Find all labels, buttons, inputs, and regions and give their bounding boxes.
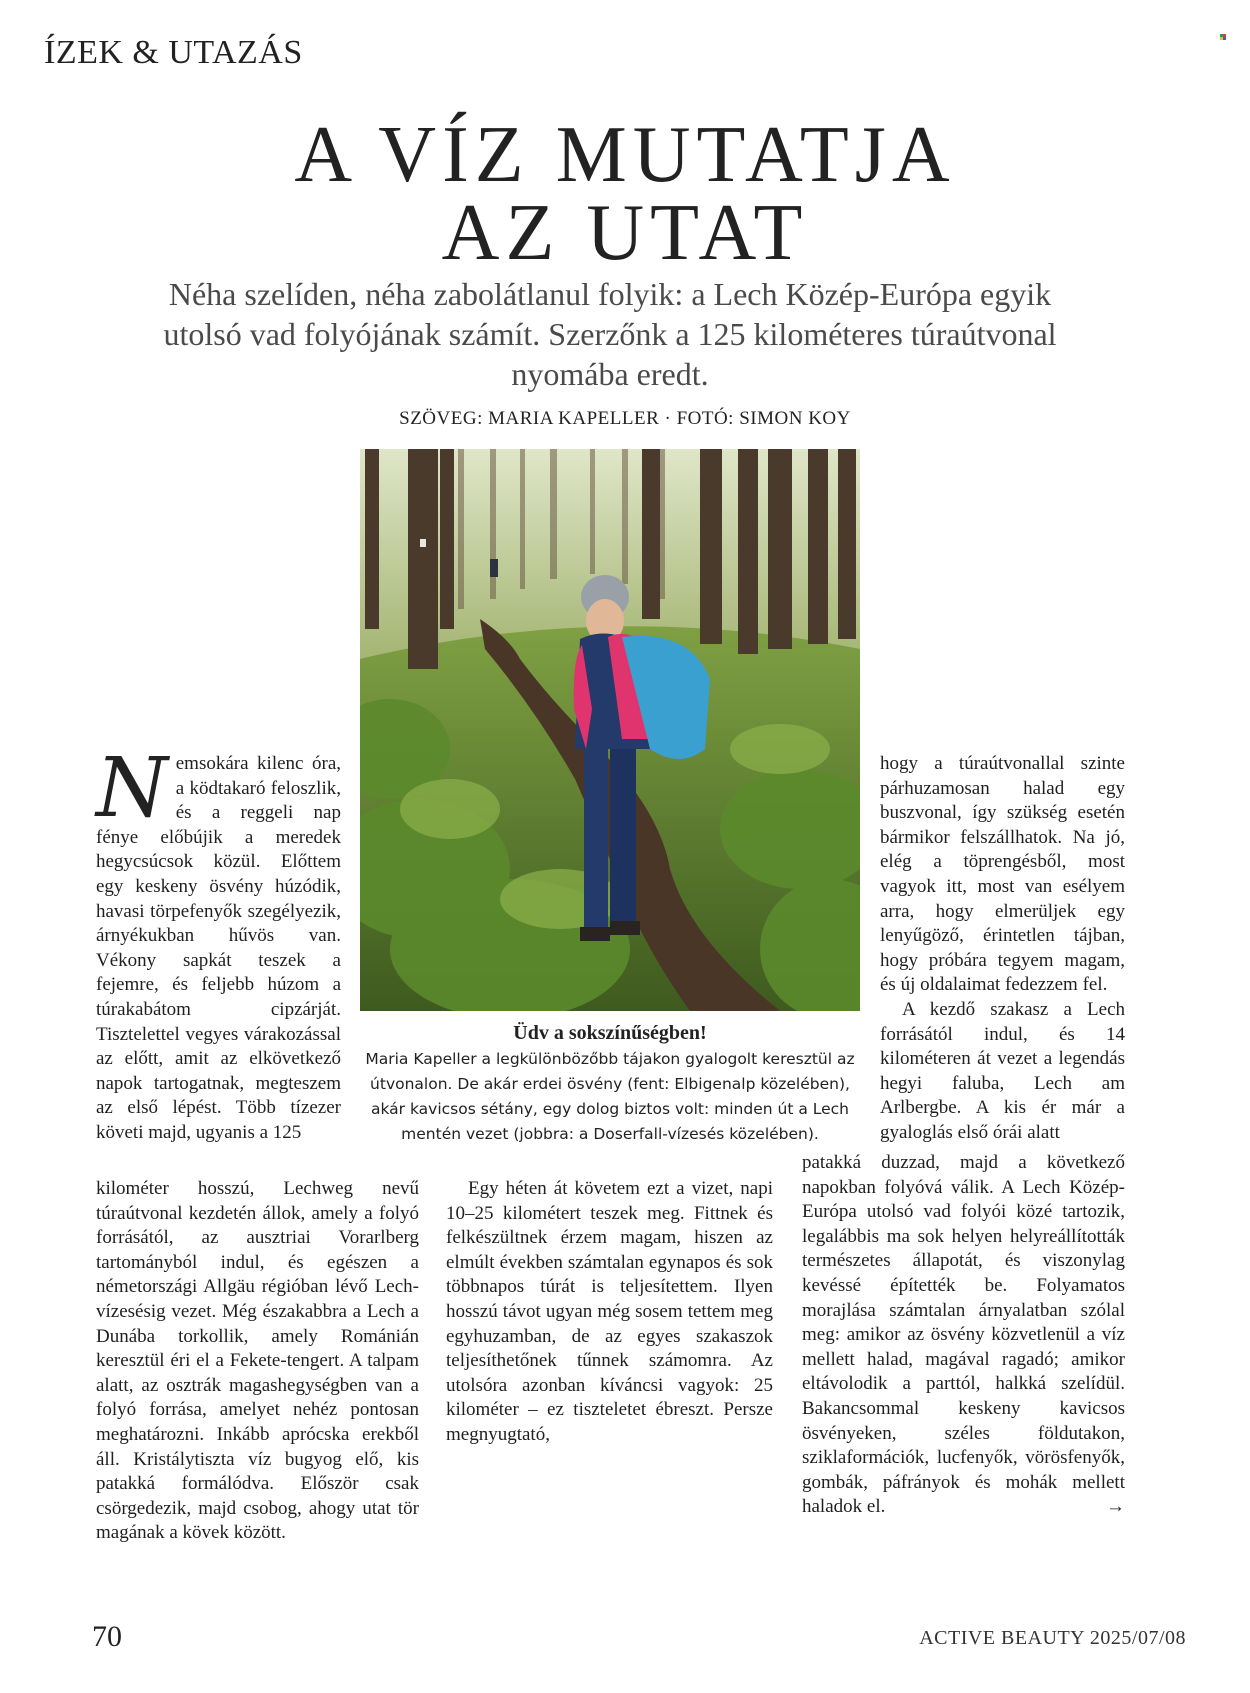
body-text-1-continued: kilométer hosszú, Lechweg nevű túraútvonal kezdetén állok, amely a folyó forrásától, az ausztriai Vorarlberg tartományból indul, és egészen a németországi Allgäu régióban lévő Lech-vízesésig vezet. Még északabbra a Lech a Dunába torkollik, amely Románián keresztül éri el a Fekete-tengert. A talpam alatt, az osztrák magashegységben van a folyó forrása, amelyet nehéz pontosan meghatározni. Inkább aprócska erekből áll. Kristálytiszta víz bugyog elő, kis patakká formálódva. Először csak csörgedezik, majd csobog, ahogy utat tör magának a kövek között. (96, 1178, 419, 1544)
caption-title: Üdv a sokszínűségben! (513, 1022, 707, 1044)
body-text-3-continued (802, 1151, 1125, 1520)
byline: SZÖVEG: MARIA KAPELLER · FOTÓ: SIMON KOY (399, 408, 851, 429)
color-mark-icon (1220, 34, 1226, 40)
title-line-1: A VÍZ MUTATJA (294, 111, 956, 199)
body-text-3-bottom: patakká duzzad, majd a következő napokban folyóvá válik. A Lech Közép-Európa utolsó vad folyói közé tartozik, legalábbis ma sok helyen helyreállították természetes állapotát, és viszonylag kevéssé építették be. Folyamatos morajlása számtalan árnyalatban szólal meg: amikor az ösvény közvetlenül a víz mellett halad, magával ragadó; amikor eltávolodik a parttól, halkká szelídül. Bakancsommal keskeny kavicsos ösvényeken, széles földutakon, sziklaformációk, lucfenyők, vörösfenyők, gombák, páfrányok és mohák mellett haladok el. (802, 1152, 1125, 1518)
body-text-1: emsokára kilenc óra, a ködtakaró feloszlik, és a reggeli nap fénye előbújik a meredek hegycsúcsok közül. Előttem egy keskeny ösvény húzódik, havasi törpefenyők szegélyezik, árnyékukban hűvös van. Vékony sapkát teszek a fejemre, és feljebb húzom a túrakabátom cipzárját. Tisztelettel vegyes várakozással az előtt, amit az elkövetkező napok tartogatnak, megteszem az első lépést. Több tízezer követi majd, ugyanis a 125 (96, 753, 341, 1143)
body-text-3-para2: A kezdő szakasz a Lech forrásától indul, és 14 kilométeren át vezet a legendás hegyi faluba, Lech am Arlbergbe. A kis ér már a gyaloglás első órái alatt (880, 998, 1125, 1143)
drop-cap: N (96, 741, 168, 836)
title-line-2: AZ UTAT (441, 189, 809, 277)
article-title (0, 111, 1250, 277)
photo-caption: Maria Kapeller a legkülönbözőbb tájakon gyalogolt keresztül az útvonalon. De akár erdei ösvény (fent: Elbigenalp közelében), akár kavicsos sétány, egy dolog biztos volt: minden út a Lech mentén vezet (jobbra: a Doserfall-vízesés közelében). (365, 1050, 855, 1143)
body-column-3-top (880, 752, 1125, 1146)
body-column-1-top (96, 741, 341, 1146)
section-label: ÍZEK & UTAZÁS (44, 34, 303, 71)
body-text-2: Egy héten át követem ezt a vizet, napi 10–25 kilométert teszek meg. Fittnek és felkészültnek érzem magam, hiszen az elmúlt években számtalan egynapos és sok többnapos túrát is teljesítettem. Ilyen hosszú távot ugyan még sosem tettem meg egyhuzamban, de az egyes szakaszok teljesíthetőnek tűnnek számomra. Az utolsóra azonban kíváncsi vagyok: 25 kilométer – ez tiszteletet ébreszt. Persze megnyugtató, (446, 1178, 773, 1445)
body-column-2 (446, 1177, 773, 1448)
continue-arrow-icon: → (1106, 1496, 1125, 1518)
forest-hiker-photo (360, 449, 860, 1011)
article-lede: Néha szelíden, néha zabolátlanul folyik: a Lech Közép-Európa egyik utolsó vad folyójának számít. Szerzőnk a 125 kilométeres túraútvonal nyomába eredt. (163, 276, 1057, 392)
body-column-3-bottom (802, 1151, 1125, 1520)
magazine-footer: ACTIVE BEAUTY 2025/07/08 (919, 1627, 1186, 1649)
body-column-1-bottom (96, 1177, 419, 1546)
page-number: 70 (92, 1620, 122, 1653)
body-text-3: hogy a túraútvonallal szinte párhuzamosan halad egy buszvonal, így szükség esetén bármikor felszállhatok. Na jó, elég a töprengésből, most vagyok itt, most van esélyem arra, hogy elmerüljek egy lenyűgöző, érintetlen tájban, hogy próbára tegyem magam, és új oldalaimat fedezzem fel. (880, 753, 1125, 996)
